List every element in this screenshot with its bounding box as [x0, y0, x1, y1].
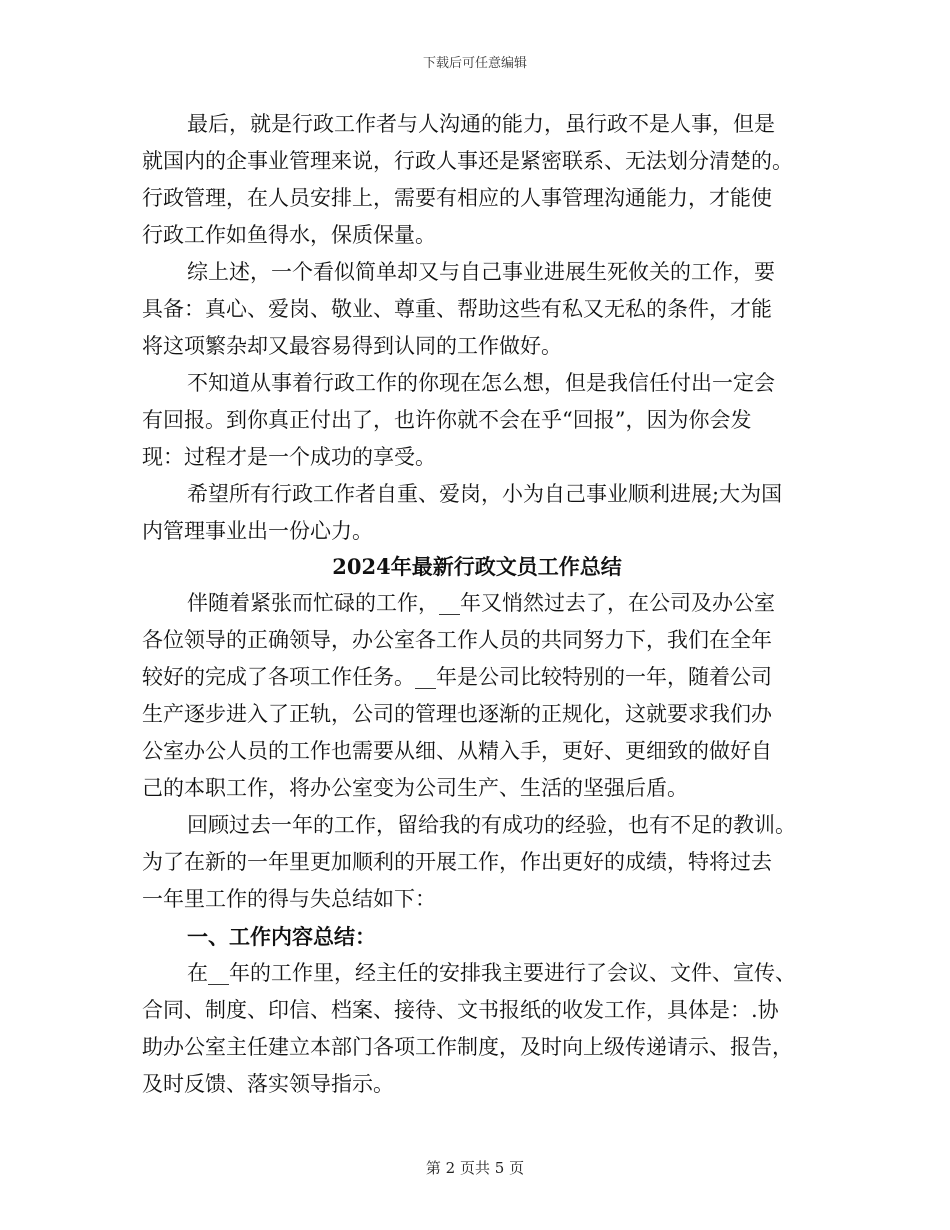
paragraph-line: 将这项繁杂却又最容易得到认同的工作做好。	[142, 334, 562, 358]
paragraph-line: 内管理事业出一份心力。	[142, 519, 373, 543]
paragraph-line: 行政管理，在人员安排上，需要有相应的人事管理沟通能力，才能使	[142, 186, 772, 210]
paragraph-line: 最后，就是行政工作者与人沟通的能力，虽行政不是人事，但是	[187, 112, 775, 136]
paragraph-line: 伴随着紧张而忙碌的工作，__年又悄然过去了，在公司及办公室	[187, 591, 775, 615]
subsection-heading: 一、工作内容总结：	[187, 924, 376, 949]
paragraph-line: 希望所有行政工作者自重、爱岗，小为自己事业顺利进展;大为国	[187, 482, 783, 506]
paragraph-line: 行政工作如鱼得水，保质保量。	[142, 223, 436, 247]
page-footer: 第 2 页共 5 页	[425, 1159, 525, 1177]
paragraph-line: 为了在新的一年里更加顺利的开展工作，作出更好的成绩，特将过去	[142, 850, 772, 874]
paragraph-line: 生产逐步进入了正轨，公司的管理也逐渐的正规化，这就要求我们办	[142, 702, 772, 726]
paragraph-line: 回顾过去一年的工作，留给我的有成功的经验，也有不足的教训。	[187, 813, 796, 837]
paragraph-line: 各位领导的正确领导，办公室各工作人员的共同努力下，我们在全年	[142, 628, 772, 652]
paragraph-line: 有回报。到你真正付出了，也许你就不会在乎“回报”，因为你会发	[142, 408, 752, 432]
paragraph-line: 一年里工作的得与失总结如下：	[142, 887, 436, 911]
section-title: 2024年最新行政文员工作总结	[332, 554, 622, 579]
paragraph-line: 在__年的工作里，经主任的安排我主要进行了会议、文件、宣传、	[187, 961, 796, 985]
document-body	[142, 106, 812, 1103]
paragraph-line: 就国内的企事业管理来说，行政人事还是紧密联系、无法划分清楚的。	[142, 149, 793, 173]
paragraph-line: 助办公室主任建立本部门各项工作制度，及时向上级传递请示、报告，	[142, 1035, 793, 1059]
paragraph-line: 综上述，一个看似简单却又与自己事业进展生死攸关的工作，要	[187, 260, 775, 284]
paragraph-line: 及时反馈、落实领导指示。	[142, 1072, 394, 1096]
paragraph-line: 不知道从事着行政工作的你现在怎么想，但是我信任付出一定会	[187, 371, 775, 395]
paragraph-line: 具备：真心、爱岗、敬业、尊重、帮助这些有私又无私的条件，才能	[142, 297, 772, 321]
paragraph-line: 己的本职工作，将办公室变为公司生产、生活的坚强后盾。	[142, 776, 688, 800]
paragraph-line: 公室办公人员的工作也需要从细、从精入手，更好、更细致的做好自	[142, 739, 772, 763]
paragraph-line: 现：过程才是一个成功的享受。	[142, 445, 436, 469]
paragraph-line: 较好的完成了各项工作任务。__年是公司比较特别的一年，随着公司	[142, 665, 772, 689]
page-header: 下载后可任意编辑	[422, 56, 527, 71]
paragraph-line: 合同、制度、印信、档案、接待、文书报纸的收发工作，具体是：.协	[142, 998, 779, 1022]
